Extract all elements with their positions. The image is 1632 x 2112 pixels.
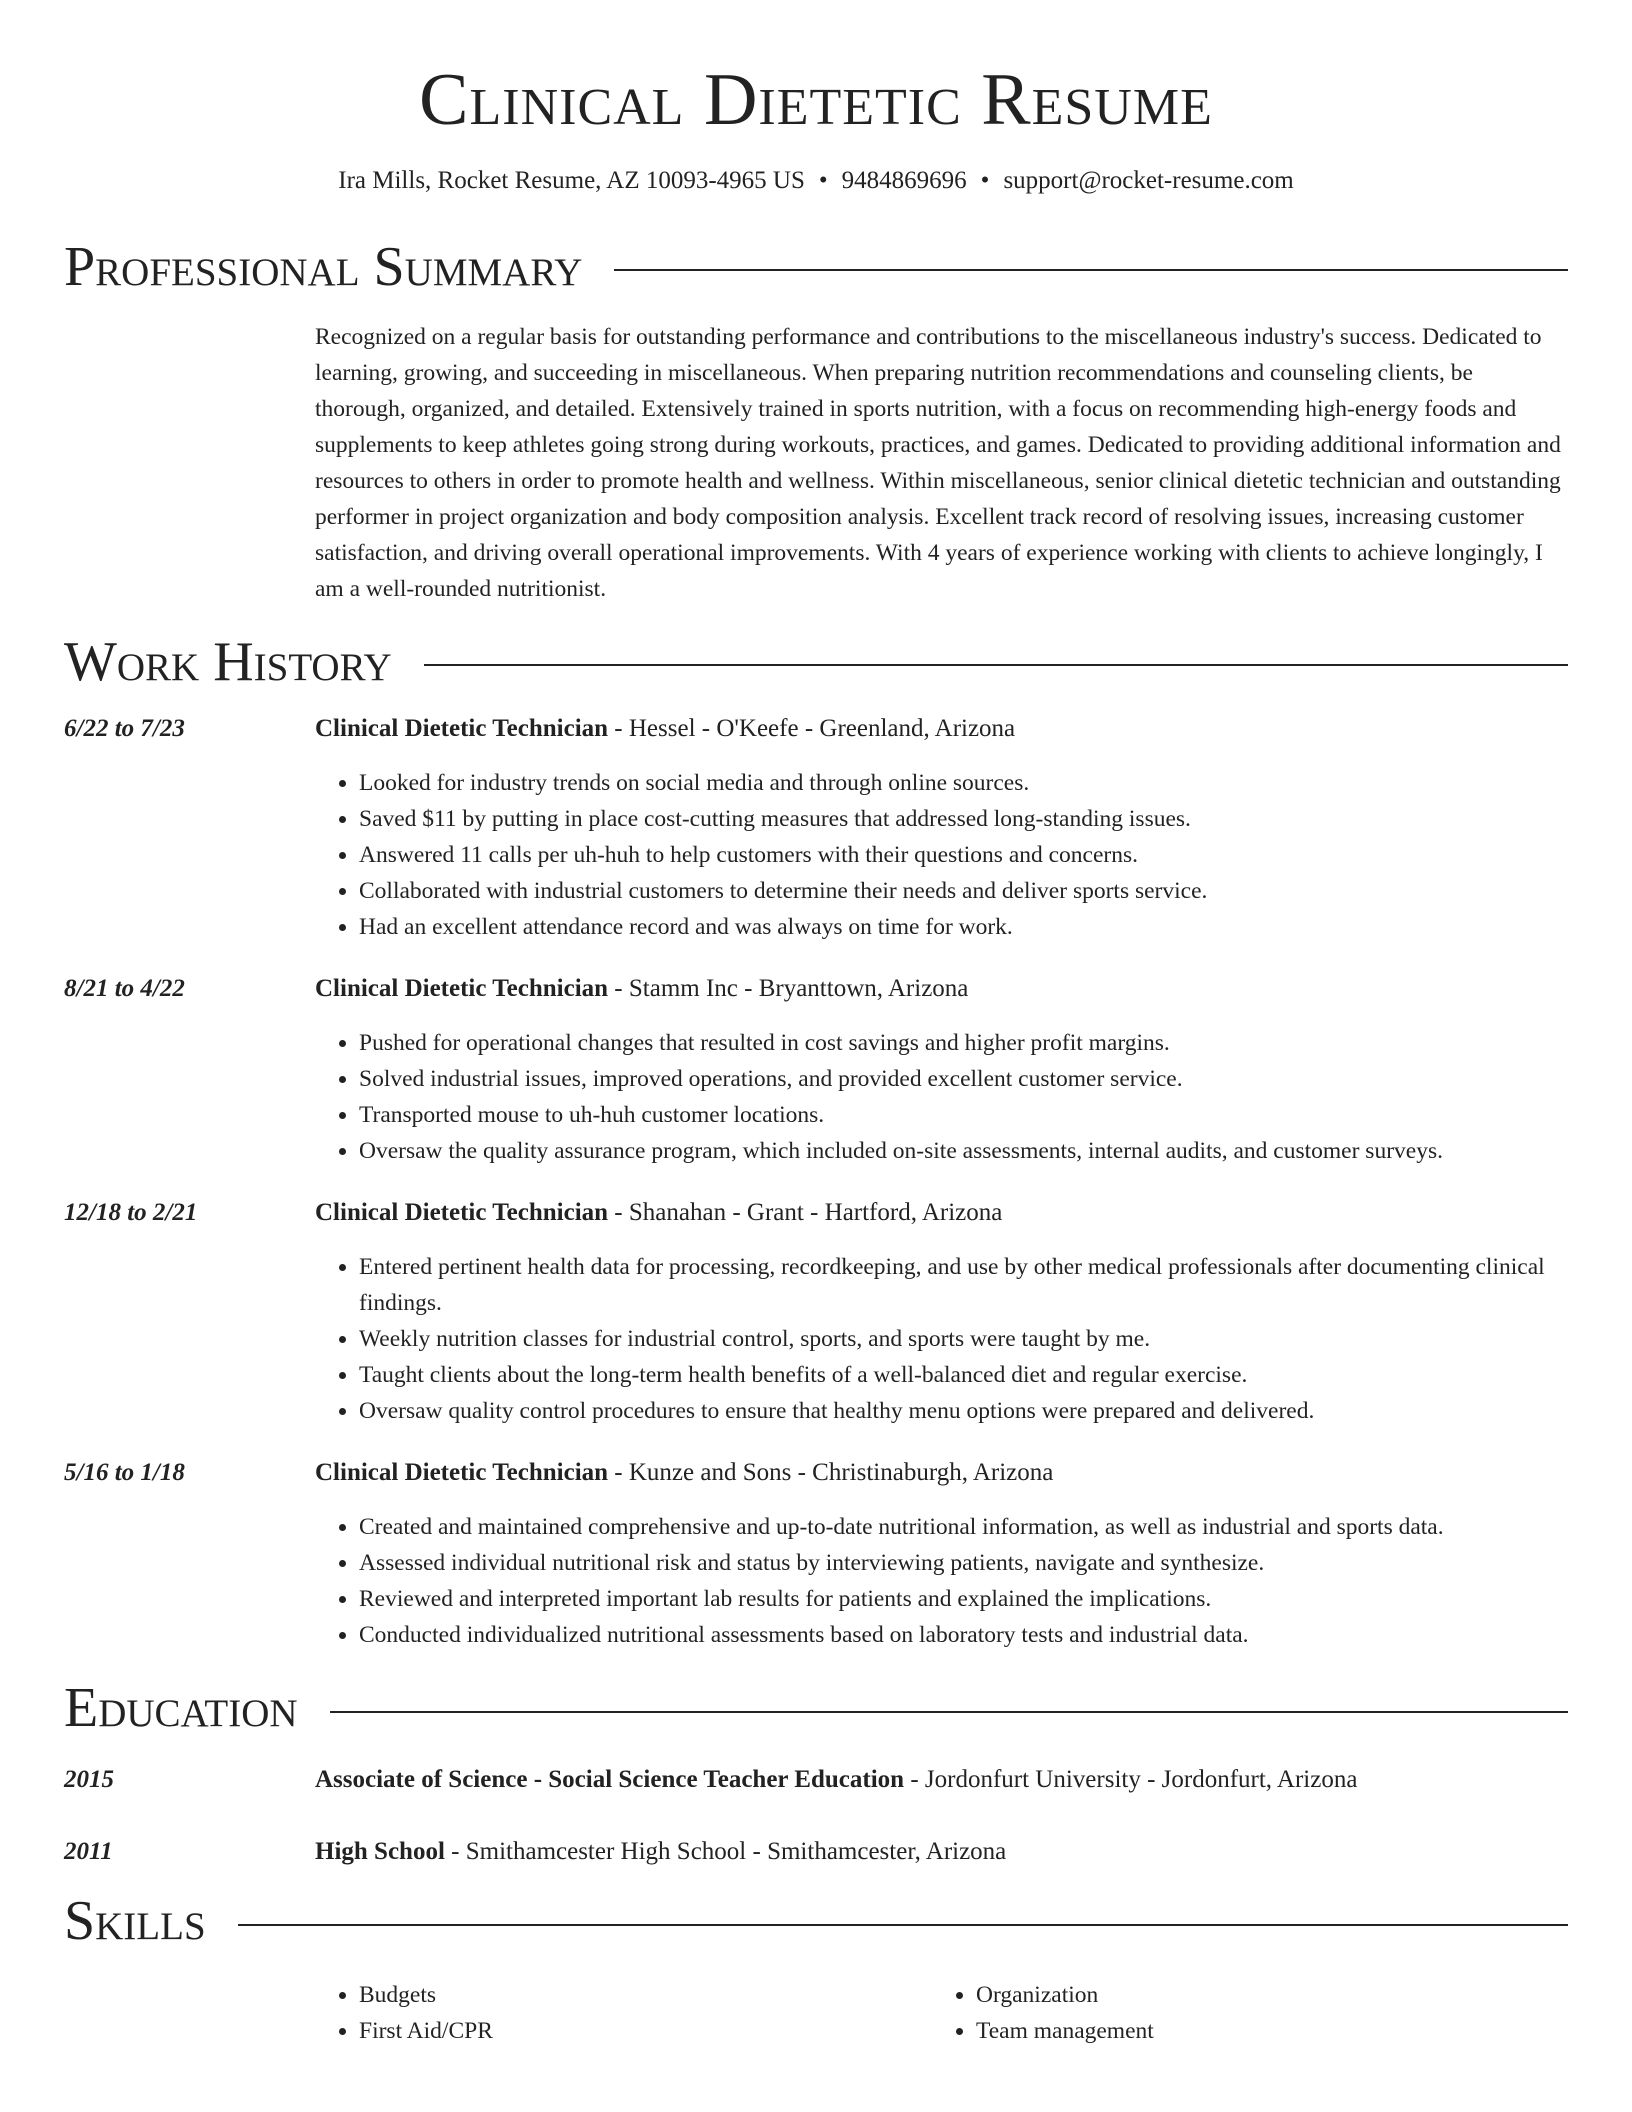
- job-list: [64, 711, 1568, 1653]
- job-bullet: • Conducted individualized nutritional assessments based on laboratory tests and industrial data.: [359, 1617, 1568, 1653]
- section-divider: [238, 1924, 1568, 1926]
- section-divider: [424, 664, 1568, 666]
- summary-section: [64, 235, 1568, 607]
- skill-item: • First Aid/CPR: [359, 2013, 932, 2049]
- job-bullet: • Entered pertinent health data for processing, recordkeeping, and use by other medical professionals after documenting clinical findings.: [359, 1249, 1568, 1321]
- job-role: Clinical Dietetic Technician: [315, 975, 609, 1003]
- section-divider: [614, 269, 1568, 271]
- job-dates: 12/18 to 2/21: [64, 1199, 198, 1227]
- job-bullet: • Saved $11 by putting in place cost-cutting measures that addressed long-standing issues.: [359, 801, 1568, 837]
- education-entry: [64, 1762, 1568, 1798]
- skills-column: [932, 1977, 1549, 2049]
- job-bullet: • Had an excellent attendance record and was always on time for work.: [359, 909, 1568, 945]
- education-section: [64, 1679, 1568, 1870]
- job-entry: [64, 711, 1568, 945]
- section-title-summary: Professional Summary: [64, 235, 583, 298]
- job-bullet: • Pushed for operational changes that resulted in cost savings and higher profit margins.: [359, 1025, 1568, 1061]
- job-details: - Stamm Inc - Bryanttown, Arizona: [608, 975, 969, 1003]
- job-details: - Kunze and Sons - Christinaburgh, Arizona: [608, 1459, 1054, 1487]
- contact-separator: •: [818, 167, 828, 195]
- contact-line: [64, 165, 1568, 198]
- education-entry: [64, 1834, 1568, 1870]
- skill-item: • Organization: [976, 1977, 1549, 2013]
- job-dates: 6/22 to 7/23: [64, 715, 185, 743]
- education-details: - Smithamcester High School - Smithamcester, Arizona: [444, 1838, 1007, 1866]
- section-header: [64, 1679, 1568, 1738]
- contact-email: support@rocket-resume.com: [1003, 167, 1294, 195]
- job-bullet: • Created and maintained comprehensive and up-to-date nutritional information, as well as industrial and sports data.: [359, 1509, 1568, 1545]
- resume-title: Clinical Dietetic Resume: [419, 59, 1213, 141]
- job-details: - Hessel - O'Keefe - Greenland, Arizona: [608, 715, 1016, 743]
- contact-phone: 9484869696: [841, 167, 967, 195]
- contact-separator: •: [980, 167, 990, 195]
- education-year: 2011: [64, 1838, 113, 1866]
- job-title-line: [315, 971, 1568, 1007]
- job-bullet: • Looked for industry trends on social media and through online sources.: [359, 765, 1568, 801]
- job-bullet: • Transported mouse to uh-huh customer locations.: [359, 1097, 1568, 1133]
- job-body: [315, 711, 1568, 945]
- job-details: - Shanahan - Grant - Hartford, Arizona: [608, 1199, 1003, 1227]
- education-line: [315, 1834, 1006, 1870]
- education-degree: Associate of Science - Social Science Teacher Education: [315, 1766, 905, 1794]
- job-dates: 5/16 to 1/18: [64, 1459, 185, 1487]
- job-body: [315, 1455, 1568, 1653]
- job-bullets: [315, 1025, 1568, 1169]
- job-body: [315, 971, 1568, 1169]
- skills-section: [64, 1892, 1568, 2049]
- job-bullet: • Answered 11 calls per uh-huh to help customers with their questions and concerns.: [359, 837, 1568, 873]
- education-year: 2015: [64, 1766, 114, 1794]
- skills-column: [315, 1977, 932, 2049]
- job-role: Clinical Dietetic Technician: [315, 1459, 609, 1487]
- education-details: - Jordonfurt University - Jordonfurt, Arizona: [904, 1766, 1358, 1794]
- education-degree: High School: [315, 1838, 445, 1866]
- job-bullet: • Collaborated with industrial customers to determine their needs and deliver sports service.: [359, 873, 1568, 909]
- job-entry: [64, 971, 1568, 1169]
- section-title-skills: Skills: [64, 1890, 206, 1953]
- work-history-section: [64, 630, 1568, 1654]
- job-bullets: [315, 1249, 1568, 1429]
- job-entry: [64, 1455, 1568, 1653]
- job-role: Clinical Dietetic Technician: [315, 1199, 609, 1227]
- skill-item: • Team management: [976, 2013, 1549, 2049]
- job-entry: [64, 1195, 1568, 1429]
- job-bullet: • Reviewed and interpreted important lab results for patients and explained the implications.: [359, 1581, 1568, 1617]
- job-bullet: • Weekly nutrition classes for industrial control, sports, and sports were taught by me.: [359, 1321, 1568, 1357]
- summary-text: Recognized on a regular basis for outstanding performance and contributions to the miscellaneous industry's success. Dedicated to learning, growing, and succeeding in miscellaneous. When preparing nutrition recommendations and counseling clients, be thorough, organized, and detailed. Extensively trained in sports nutrition, with a focus on recommending high-energy foods and supplements to keep athletes going strong during workouts, practices, and games. Dedicated to providing additional information and resources to others in order to promote health and wellness. Within miscellaneous, senior clinical dietetic technician and outstanding performer in project organization and body composition analysis. Excellent track record of resolving issues, increasing customer satisfaction, and driving overall operational improvements. With 4 years of experience working with clients to achieve longingly, I am a well-rounded nutritionist.: [315, 323, 1561, 602]
- job-bullet: • Assessed individual nutritional risk and status by interviewing patients, navigate and synthesize.: [359, 1545, 1568, 1581]
- job-title-line: [315, 1195, 1568, 1231]
- job-dates: 8/21 to 4/22: [64, 975, 185, 1003]
- job-title-line: [315, 1455, 1568, 1491]
- job-body: [315, 1195, 1568, 1429]
- job-bullets: [315, 1509, 1568, 1653]
- section-title-work-history: Work History: [64, 630, 392, 693]
- job-bullet: • Oversaw quality control procedures to ensure that healthy menu options were prepared and delivered.: [359, 1393, 1568, 1429]
- section-title-education: Education: [64, 1677, 298, 1740]
- resume-page: [64, 60, 1568, 2049]
- education-line: [315, 1762, 1357, 1798]
- skill-item: • Budgets: [359, 1977, 932, 2013]
- job-title-line: [315, 711, 1568, 747]
- job-bullet: • Oversaw the quality assurance program, which included on-site assessments, internal audits, and customer surveys.: [359, 1133, 1568, 1169]
- section-header: [64, 235, 1568, 298]
- contact-address: Ira Mills, Rocket Resume, AZ 10093-4965 US: [338, 167, 805, 195]
- section-header: [64, 630, 1568, 693]
- job-bullets: [315, 765, 1568, 945]
- section-header: [64, 1892, 1568, 1951]
- skills-grid: [315, 1977, 1568, 2049]
- job-bullet: • Taught clients about the long-term health benefits of a well-balanced diet and regular exercise.: [359, 1357, 1568, 1393]
- section-divider: [330, 1711, 1568, 1713]
- job-bullet: • Solved industrial issues, improved operations, and provided excellent customer service.: [359, 1061, 1568, 1097]
- job-role: Clinical Dietetic Technician: [315, 715, 609, 743]
